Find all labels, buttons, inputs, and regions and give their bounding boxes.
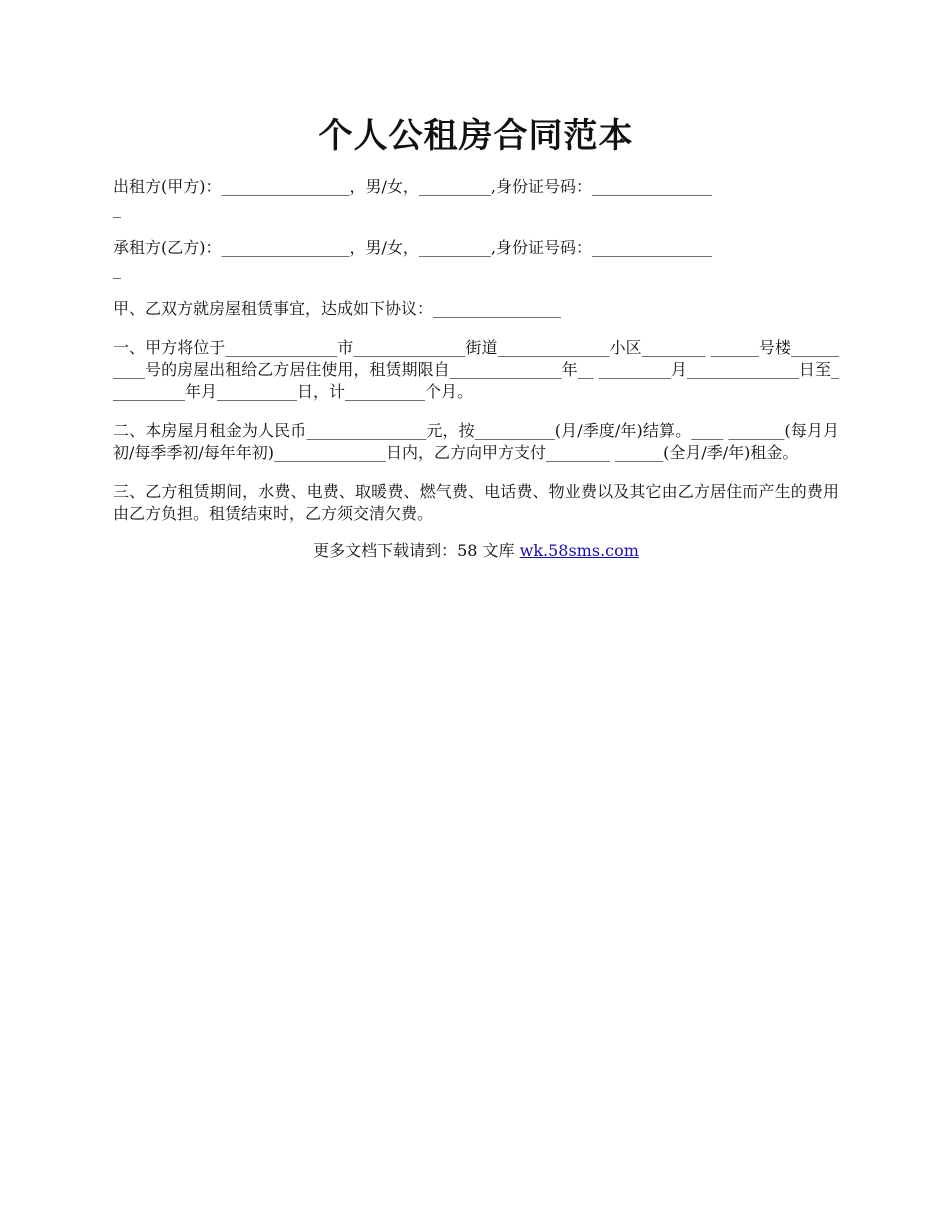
clause-three-fees: 三、乙方租赁期间，水费、电费、取暖费、燃气费、电话费、物业费以及其它由乙方居住而产生的费用由乙方负担。租赁结束时，乙方须交清欠费。	[113, 482, 839, 523]
document-title: 个人公租房合同范本	[318, 116, 634, 156]
footer-text: 更多文档下载请到：58 文库	[313, 541, 520, 560]
footer-link[interactable]: wk.58sms.com	[519, 541, 639, 560]
clause-lessee: 承租方(乙方)：________________，男/女，_________,身份证号码：_______________ _	[113, 238, 712, 279]
footer-note	[113, 540, 839, 562]
clause-lessor: 出租方(甲方)：________________，男/女，_________,身份证号码：_______________ _	[113, 177, 712, 218]
clause-agreement: 甲、乙双方就房屋租赁事宜，达成如下协议：________________	[113, 299, 562, 318]
document-page	[113, 108, 839, 562]
clause-two-rent: 二、本房屋月租金为人民币_______________元，按__________(月/季度/年)结算。____ _______(每月月初/每季季初/每年年初)______________日内，乙方向甲方支付________ ______(全月/季/年)租金。	[113, 421, 839, 462]
clause-one-premises: 一、甲方将位于______________市______________街道______________小区________ ______号楼__________号的房屋出租给乙方居住使用，租赁期限自______________年__ _________月______________日至__________年月__________日，计__________个月。	[113, 338, 839, 401]
